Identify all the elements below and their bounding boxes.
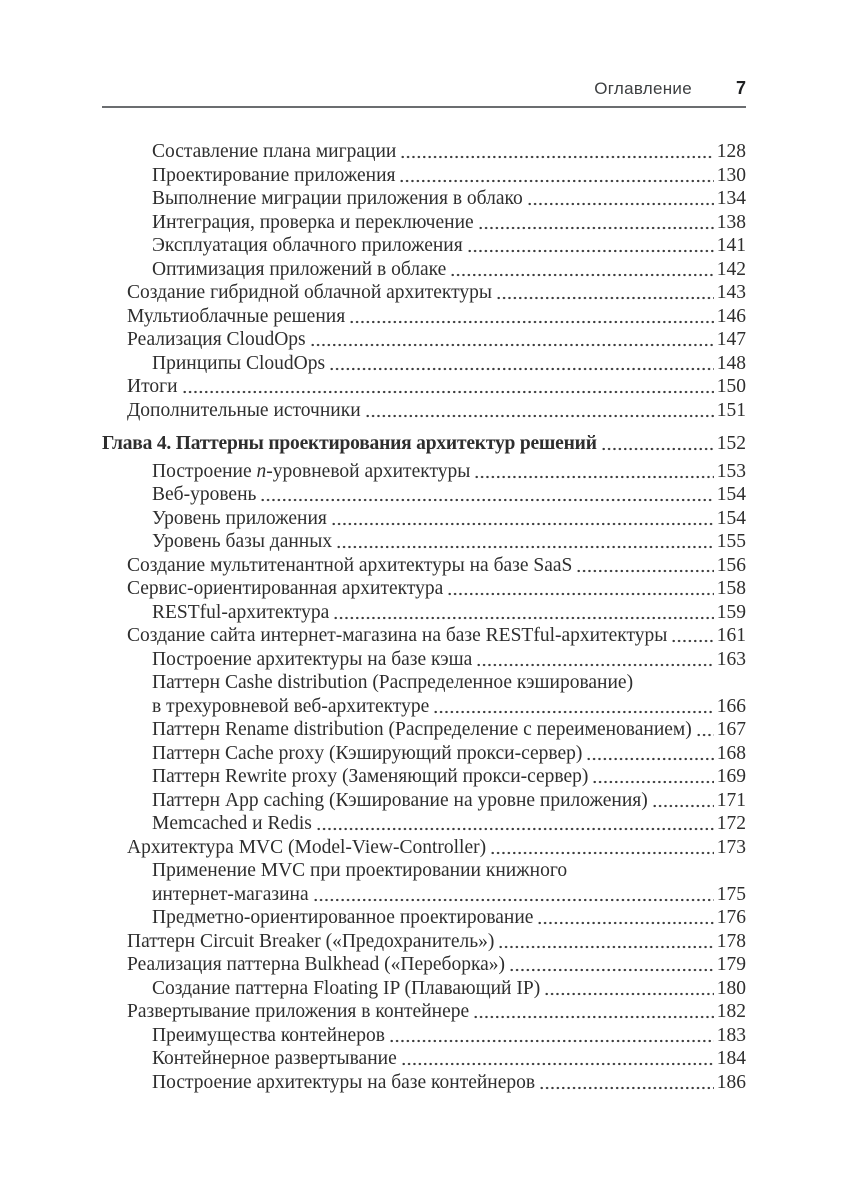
dot-leader — [490, 836, 714, 860]
dot-leader — [527, 187, 714, 211]
toc-entry-page: 179 — [716, 954, 746, 975]
dot-leader — [400, 140, 713, 164]
toc-entry-page: 175 — [716, 883, 746, 905]
toc-entry-page: 134 — [716, 188, 746, 209]
toc-entry-page: 130 — [716, 164, 746, 186]
toc-entry-title: Memcached и Redis — [152, 813, 312, 834]
toc-entry-title: Создание сайта интернет-магазина на базе RESTful-архитектуры — [127, 625, 668, 646]
toc-entry-title: Развертывание приложения в контейнере — [127, 1001, 470, 1022]
toc-entry-title: Архитектура MVC (Model-View-Controller) — [127, 836, 487, 858]
toc-entry — [102, 399, 746, 423]
toc-entry-title: Проектирование приложения — [152, 164, 396, 186]
toc-entry — [102, 530, 746, 554]
toc-entry — [102, 577, 746, 601]
header-rule — [102, 106, 746, 108]
toc-entry-page: 154 — [716, 484, 746, 505]
toc-entry — [102, 977, 746, 1001]
dot-leader — [467, 234, 714, 258]
toc-entry — [102, 281, 746, 305]
toc-entry — [102, 1071, 746, 1095]
toc-entry-page: 155 — [716, 531, 746, 552]
toc-entry — [102, 187, 746, 211]
dot-leader — [316, 812, 714, 836]
dot-leader — [652, 789, 714, 813]
toc-entry-title: Контейнерное развертывание — [152, 1048, 397, 1069]
toc-entry-page: 153 — [716, 460, 746, 482]
toc-entry — [102, 258, 746, 282]
dot-leader — [576, 554, 713, 578]
toc-entry — [102, 375, 746, 399]
toc-entry-title: RESTful-архитектура — [152, 601, 330, 623]
toc-entry-page: 143 — [716, 282, 746, 303]
toc-entry — [102, 328, 746, 352]
toc-entry-page: 169 — [716, 766, 746, 787]
running-title: Оглавление — [594, 79, 692, 98]
toc-entry-page: 183 — [716, 1024, 746, 1046]
toc-entry — [102, 812, 746, 836]
dot-leader — [433, 695, 714, 719]
toc-entry-page: 182 — [716, 1001, 746, 1022]
toc-entry-page: 150 — [716, 376, 746, 397]
toc-entry-title: Выполнение миграции приложения в облако — [152, 188, 523, 209]
dot-leader — [389, 1024, 714, 1048]
dot-leader — [537, 906, 713, 930]
dot-leader — [478, 211, 714, 235]
toc-entry-title: Интеграция, проверка и переключение — [152, 211, 474, 233]
dot-leader — [399, 164, 713, 188]
toc-entry-page: 178 — [716, 930, 746, 952]
toc-entry-page: 154 — [716, 507, 746, 529]
toc-entry-title: Паттерн Rename distribution (Распределение с переименованием) — [152, 719, 692, 740]
toc-entry-title: Преимущества контейнеров — [152, 1024, 385, 1046]
toc-entry — [102, 765, 746, 789]
toc-entry-title: Паттерн Circuit Breaker («Предохранитель») — [127, 930, 495, 952]
toc-entry-page: 172 — [716, 813, 746, 834]
toc-entry-page: 156 — [716, 554, 746, 576]
dot-leader — [313, 883, 714, 907]
toc-entry — [102, 140, 746, 164]
toc-entry-page: 147 — [716, 329, 746, 350]
toc-entry — [102, 742, 746, 766]
toc-entry-title: Предметно-ориентированное проектирование — [152, 907, 534, 928]
toc-entry — [102, 352, 746, 376]
toc-entry-title: Применение MVC при проектировании книжного — [152, 860, 568, 881]
toc-entry — [102, 859, 746, 883]
toc-entry — [102, 483, 746, 507]
dot-leader — [601, 432, 714, 456]
toc-entry-title: Итоги — [127, 376, 178, 397]
toc-entry-title: Паттерн App caching (Кэширование на уровне приложения) — [152, 789, 648, 811]
toc-entry — [102, 624, 746, 648]
dot-leader — [329, 352, 714, 376]
toc-entry-page: 180 — [716, 977, 746, 999]
toc-entry-title: Сервис-ориентированная архитектура — [127, 578, 444, 599]
toc-entry-title: Создание мультитенантной архитектуры на базе SaaS — [127, 554, 573, 576]
toc-entry — [102, 164, 746, 188]
dot-leader — [447, 577, 713, 601]
dot-leader — [586, 742, 713, 766]
toc-entry — [102, 1000, 746, 1024]
toc-entry-title: Паттерн Cashe distribution (Распределенное кэширование) — [152, 672, 634, 693]
toc-entry-page: 173 — [716, 836, 746, 858]
toc-entry — [102, 930, 746, 954]
toc-entry — [102, 211, 746, 235]
toc-entry — [102, 836, 746, 860]
dot-leader — [539, 1071, 714, 1095]
dot-leader — [544, 977, 714, 1001]
toc-entry-page: 128 — [716, 141, 746, 162]
dot-leader — [592, 765, 713, 789]
dot-leader — [182, 375, 714, 399]
toc-entry — [102, 601, 746, 625]
toc-entry-title: Составление плана миграции — [152, 141, 397, 162]
dot-leader — [476, 648, 713, 672]
toc-entry-page: 167 — [716, 719, 746, 740]
toc-entry-page: 148 — [716, 352, 746, 374]
toc-entry-page: 159 — [716, 601, 746, 623]
toc-entry-page: 158 — [716, 578, 746, 599]
toc-entry-page: 146 — [716, 305, 746, 327]
toc-entry-title: Создание паттерна Floating IP (Плавающий IP) — [152, 977, 541, 999]
toc-entry-title: Эксплуатация облачного приложения — [152, 235, 463, 256]
toc-entry-page: 176 — [716, 907, 746, 928]
toc-entry — [102, 1024, 746, 1048]
toc-entry — [102, 234, 746, 258]
toc-entry-page: 161 — [716, 625, 746, 646]
toc-entry-title: Глава 4. Паттерны проектирования архитектур решений — [102, 433, 597, 454]
toc-entry-title: Паттерн Cache proxy (Кэширующий прокси-сервер) — [152, 742, 583, 764]
toc-entry-title: Оптимизация приложений в облаке — [152, 258, 447, 280]
toc-entry — [102, 648, 746, 672]
toc-entry-title: Построение n-уровневой архитектуры — [152, 460, 471, 482]
toc-entry — [102, 789, 746, 813]
toc-entry-title: Построение архитектуры на базе кэша — [152, 648, 473, 670]
dot-leader — [331, 507, 714, 531]
toc-entry — [102, 554, 746, 578]
toc-entry-page: 142 — [716, 258, 746, 280]
dot-leader — [496, 281, 714, 305]
dot-leader — [401, 1047, 714, 1071]
dot-leader — [349, 305, 714, 329]
toc-entry-title: Веб-уровень — [152, 484, 257, 505]
toc-entry-page: 151 — [716, 399, 746, 421]
toc-entry-continuation — [102, 695, 746, 719]
toc-entry — [102, 305, 746, 329]
toc-entry-page: 184 — [716, 1048, 746, 1069]
dot-leader — [336, 530, 714, 554]
dot-leader — [509, 953, 714, 977]
toc-entry-title: Построение архитектуры на базе контейнеров — [152, 1071, 536, 1093]
toc-entry-page: 171 — [716, 789, 746, 811]
dot-leader — [696, 718, 714, 742]
dot-leader — [365, 399, 714, 423]
dot-leader — [671, 624, 713, 648]
toc-entry-page: 168 — [716, 742, 746, 764]
toc-entry-title: Паттерн Rewrite proxy (Заменяющий прокси-сервер) — [152, 766, 589, 787]
toc-entry-page: 166 — [716, 695, 746, 717]
toc-entry-title: Уровень приложения — [152, 507, 327, 529]
page-header — [102, 78, 746, 108]
toc-list — [102, 140, 746, 1094]
toc-entry-title: Мультиоблачные решения — [127, 305, 346, 327]
toc-entry — [102, 1047, 746, 1071]
toc-entry-page: 152 — [716, 433, 746, 454]
toc-entry-title: Создание гибридной облачной архитектуры — [127, 282, 492, 303]
dot-leader — [260, 483, 713, 507]
page-number: 7 — [735, 78, 746, 98]
toc-entry-title: интернет-магазина — [152, 883, 309, 905]
toc-entry-page: 163 — [716, 648, 746, 670]
toc-entry-page: 138 — [716, 211, 746, 233]
toc-entry — [102, 953, 746, 977]
toc-entry-title: Принципы CloudOps — [152, 352, 326, 374]
toc-entry-title: Уровень базы данных — [152, 531, 333, 552]
toc-entry-page: 141 — [716, 235, 746, 256]
toc-entry — [102, 906, 746, 930]
dot-leader — [473, 1000, 714, 1024]
toc-entry-continuation — [102, 883, 746, 907]
dot-leader — [333, 601, 714, 625]
toc-entry-page: 186 — [716, 1071, 746, 1093]
toc-entry — [102, 507, 746, 531]
dot-leader — [474, 460, 713, 484]
dot-leader — [310, 328, 714, 352]
toc-entry — [102, 460, 746, 484]
toc-entry — [102, 671, 746, 695]
toc-chapter-entry — [102, 432, 746, 456]
toc-entry-title: Дополнительные источники — [127, 399, 361, 421]
dot-leader — [498, 930, 713, 954]
toc-entry-title: в трехуровневой веб-архитектуре — [152, 695, 430, 717]
dot-leader — [450, 258, 713, 282]
toc-entry-title: Реализация CloudOps — [127, 329, 306, 350]
toc-entry — [102, 718, 746, 742]
toc-entry-title: Реализация паттерна Bulkhead («Переборка») — [127, 954, 506, 975]
